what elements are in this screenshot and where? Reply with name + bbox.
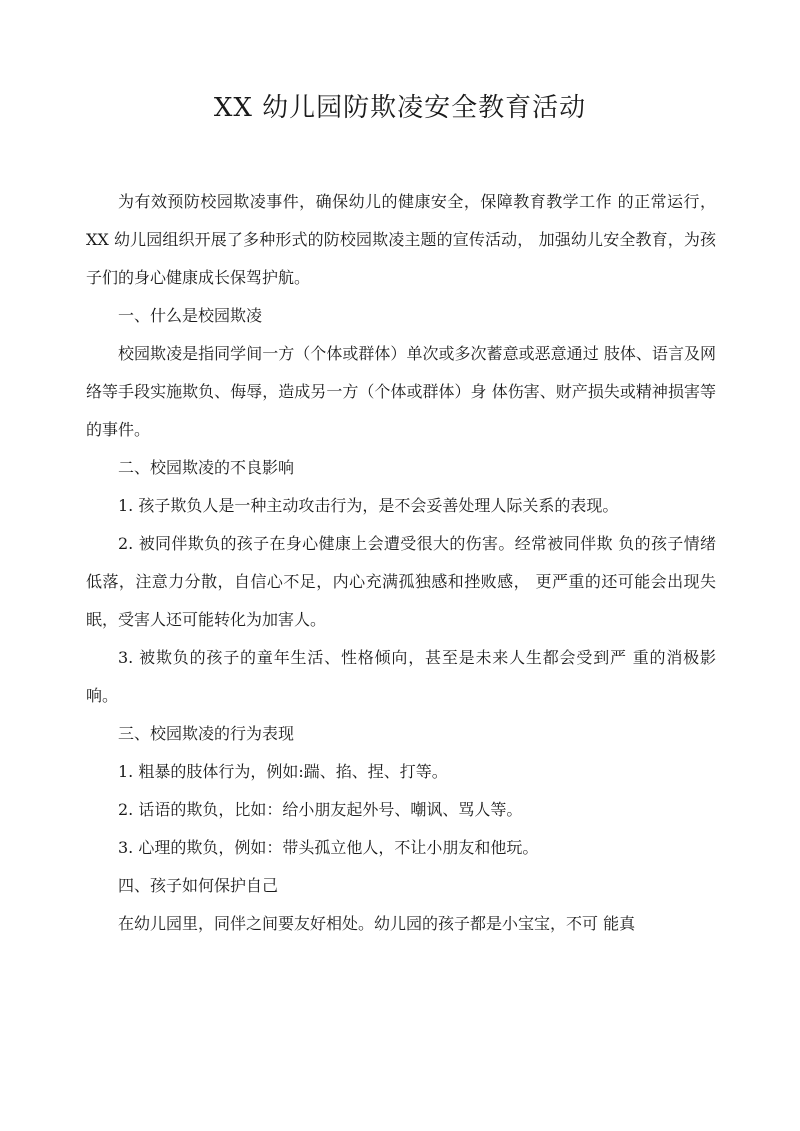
section-heading-3: 三、校园欺凌的行为表现 <box>118 724 295 743</box>
protection-paragraph: 在幼儿园里，同伴之间要友好相处。幼儿园的孩子都是小宝宝，不可 能真 <box>118 914 636 933</box>
impact-item-3: 3. 被欺负的孩子的童年生活、性格倾向，甚至是未来人生都会受到严 重的消极影响。 <box>86 648 716 705</box>
behavior-item-1: 1. 粗暴的肢体行为，例如:踹、掐、捏、打等。 <box>118 762 448 781</box>
definition-paragraph: 校园欺凌是指同学间一方（个体或群体）单次或多次蓄意或恶意通过 肢体、语言及网络等手段实施欺负、侮辱，造成另一方（个体或群体）身 体伤害、财产损失或精神损害等的事件。 <box>86 344 716 439</box>
document-title: XX 幼儿园防欺凌安全教育活动 <box>213 93 587 123</box>
behavior-item-2: 2. 话语的欺负，比如：给小朋友起外号、嘲讽、骂人等。 <box>118 800 523 819</box>
document-body <box>86 183 716 943</box>
behavior-item-3: 3. 心理的欺负，例如：带头孤立他人，不让小朋友和他玩。 <box>118 838 539 857</box>
impact-item-1: 1. 孩子欺负人是一种主动攻击行为，是不会妥善处理人际关系的表现。 <box>118 496 619 515</box>
section-heading-4: 四、孩子如何保护自己 <box>118 876 279 895</box>
section-heading-1: 一、什么是校园欺凌 <box>118 306 263 325</box>
intro-paragraph: 为有效预防校园欺凌事件，确保幼儿的健康安全，保障教育教学工作 的正常运行，XX 幼儿园组织开展了多种形式的防校园欺凌主题的宣传活动， 加强幼儿安全教育，为孩子们的身心健康成长保驾护航。 <box>86 192 716 287</box>
section-heading-2: 二、校园欺凌的不良影响 <box>118 458 295 477</box>
impact-item-2: 2. 被同伴欺负的孩子在身心健康上会遭受很大的伤害。经常被同伴欺 负的孩子情绪低落，注意力分散，自信心不足，内心充满孤独感和挫败感， 更严重的还可能会出现失眠，受害人还可能转化为加害人。 <box>86 534 716 629</box>
